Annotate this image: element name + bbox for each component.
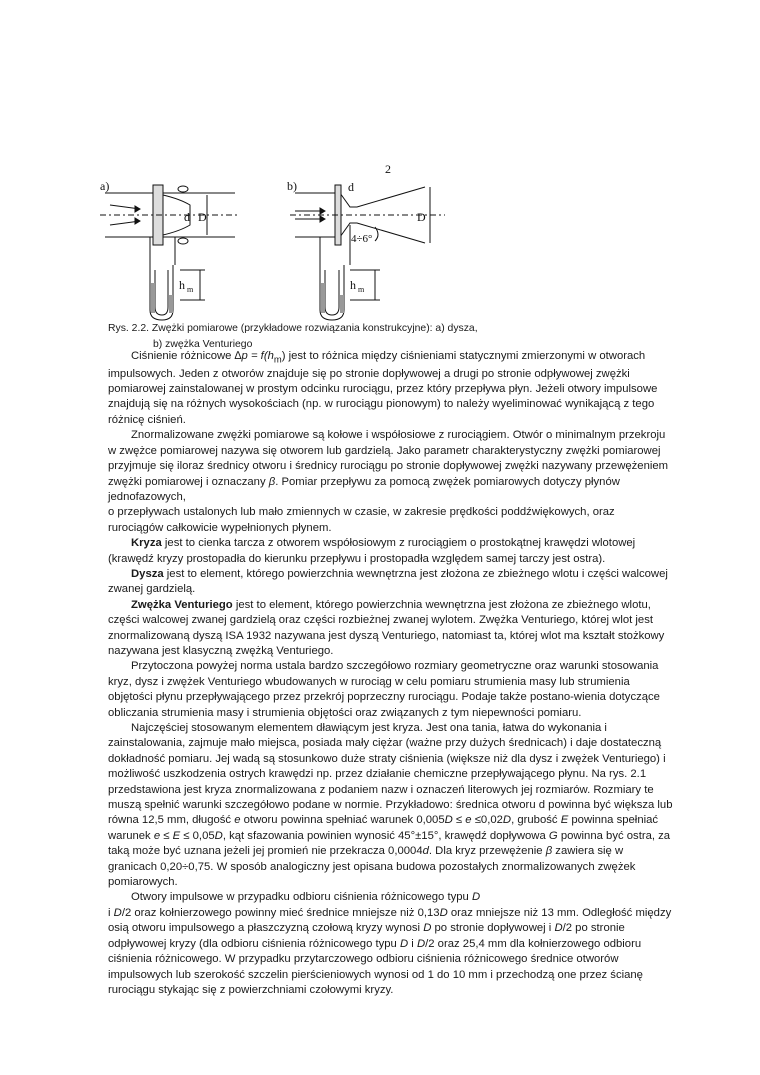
label-d-a: d [184,210,190,224]
paragraph-kryza-details: Najczęściej stosowanym elementem dławiącym jest kryza. Jest ona tania, łatwa do wykonania i zainstalowania, zajmuje mało miejsca, posiada mały ciężar (ważne przy dużych średnicach) i daje dostateczną dokładność pomiaru. Jej wadą są stosunkowo duże straty ciśnienia (większe niż dla dysz i zwężek Venturiego) i możliwość uszkodzenia ostrych krawędzi np. przez działanie chemiczne przepływającego płynu. Na rys. 2.1 przedstawiona jest kryza znormalizowana z podaniem nazw i oznaczeń literowych jej rozmiarów. Rozmiary te muszą spełnić warunki szczegółowo podane w normie. Przykładowo: średnica otworu d powinna być większa lub równa 12,5 mm, długość e otworu powinna spełniać warunek 0,005D ≤ e ≤0,02D, grubość E powinna spełniać warunek e ≤ E ≤ 0,05D, kąt sfazowania powinien wynosić 45°±15°, krawędź dopływowa G powinna być ostra, za taką może być uznana jeżeli jej promień nie przekracza 0,0004d. Dla kryz przewężenie β zawiera się w granicach 0,20÷0,75. W sposób analogiczny jest opisana budowa pozostałych znormalizowanych zwężek pomiarowych. [108,722,673,889]
label-b: b) [287,179,297,193]
label-angle: 4÷6° [351,233,373,245]
paragraph-norma: Przytoczona powyżej norma ustala bardzo szczegółowo rozmiary geometryczne oraz warunki stosowania kryz, dysz i zwężek Venturiego wbudowanych w rurociąg w celu pomiaru strumienia masy lub strumienia objętości płynu przepływającego przez przekrój poprzeczny rurociągu. Podaje także postano-wienia dotyczące obliczania strumienia masy i strumienia objętości oraz związanych z tym niepewności pomiaru. [108,660,660,719]
paragraph-2: Znormalizowane zwężki pomiarowe są kołowe i współosiowe z rurociągiem. Otwór o minimalnym przekroju w zwężce pomiarowej nazywa się otworem lub gardzielą. Jako parametr charakterystyczny zwężki pomiarowej przyjmuje się iloraz średnicy otworu i średnicy rurociągu po stronie dopływowej zwężki nazywany przewężeniem zwężki pomiarowej i oznaczany β. Pomiar przepływu za pomocą zwężek pomiarowych dotyczy płynów jednofazowych, [108,429,669,503]
paragraph-otwory: Otwory impulsowe w przypadku odbioru ciśnienia różnicowego typu D [131,891,481,904]
label-h-a: h [179,278,185,292]
caption-line-2: b) zwężka Venturiego [153,339,253,350]
paragraph-otwory-2: i D/2 oraz kołnierzowego powinny mieć średnice mniejsze niż 0,13D oraz mniejsze niż 13 mm. Odległość między osią otworu impulsowego a płaszczyzną czołową kryzy wynosi D po stronie dopływowej i D/2 po stronie odpływowej kryzy (dla odbioru ciśnienia różnicowego typu D i D/2 oraz 25,4 mm dla kołnierzowego odbioru ciśnienia różnicowego. W przypadku przytarczowego odbioru ciśnienia różnicowego średnice otworów impulsowych lub szerokość szczelin pierścieniowych wynosi od 1 do 10 mm i przechodzą one przez ścianę rurociągu stykając się z powierzchniami czołowymi kryzy. [108,906,672,996]
paragraph-venturi: Zwężka Venturiego jest to element, którego powierzchnia wewnętrzna jest złożona ze zbieżnego wlotu, części walcowej zwanej gardzielą oraz części rozbieżnej zwanej wylotem. Zwężka Venturiego, której wlot jest znormalizowaną dyszą ISA 1932 nazywana jest dyszą Venturiego, natomiast ta, której wlot ma kształt stożkowy nazywana jest klasyczną zwężką Venturiego. [108,598,665,657]
venturi-diagram [290,185,445,320]
paragraph-2b: o przepływach ustalonych lub mało zmiennych w czasie, w zakresie prędkości poddźwiękowych, oraz rurociągów całkowicie wypełnionych płynem. [108,506,615,534]
figure-flow-nozzles [95,155,475,330]
label-m-b: m [358,285,365,294]
nozzle-diagram [100,185,240,320]
label-D-b: D [417,210,426,224]
label-m-a: m [187,285,194,294]
label-h-b: h [350,278,356,292]
body-text [108,349,673,998]
paragraph-1: Ciśnienie różnicowe $\Delta p = f(h_m)$ jest to różnica między ciśnieniami statycznymi zmierzonymi w otworach impulsowych. Jeden z otworów znajduje się po stronie dopływowej a drugi po stronie odpływowej zwężki pomiarowej zainstalowanej w prostym odcinku rurociągu, przez który przepływa płyn. Jeżeli otwory impulsowe znajdują się na różnych wysokościach (np. w rurociągu pionowym) to należy wyeliminować wynikającą z tego różnicę ciśnień. [108,350,658,426]
paragraph-dysza: Dysza jest to element, którego powierzchnia wewnętrzna jest złożona ze zbieżnego wlotu i części walcowej zwanej gardzielą. [108,567,668,596]
label-2: 2 [385,162,391,176]
label-a: a) [100,179,110,193]
caption-line-1: Rys. 2.2. Zwężki pomiarowe (przykładowe rozwiązania konstrukcyjne): a) dysza, [108,323,478,334]
label-D-a: D [198,210,207,224]
label-d-b: d [348,180,354,194]
paragraph-kryza: Kryza jest to cienka tarcza z otworem współosiowym z rurociągiem o prostokątnej krawędzi wlotowej (krawędź kryzy prostopadła do kierunku przepływu i prostopadła względem samej tarczy jest ostra). [108,537,636,565]
